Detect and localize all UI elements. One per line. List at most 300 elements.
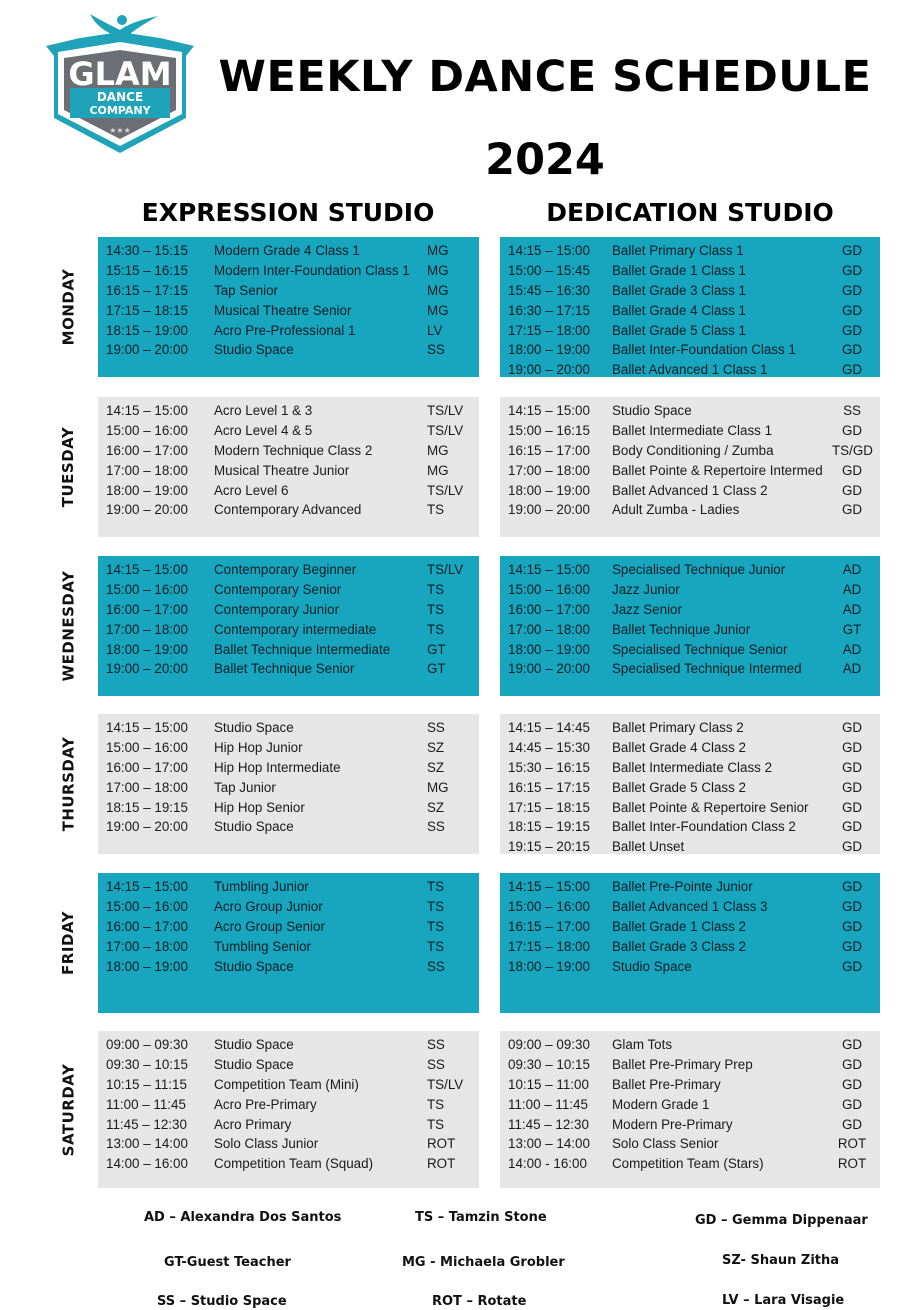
dedication-studio-heading: DEDICATION STUDIO: [546, 198, 834, 227]
class-name: Musical Theatre Senior: [214, 302, 352, 318]
teacher-code: GD: [841, 958, 863, 974]
class-time: 15:00 – 16:00: [508, 899, 590, 915]
class-time: 14:30 – 15:15: [106, 243, 188, 259]
class-row: [508, 718, 872, 738]
class-time: 18:00 – 19:00: [508, 641, 590, 657]
class-time: 14:15 – 15:00: [106, 403, 188, 419]
expression-thursday-block: [98, 714, 479, 854]
class-time: 14:15 – 15:00: [508, 562, 590, 578]
class-name: Competition Team (Squad): [214, 1156, 374, 1172]
legend-entry: MG - Michaela Grobler: [402, 1255, 565, 1270]
class-row: [508, 580, 872, 600]
class-time: 14:15 – 15:00: [508, 879, 590, 895]
class-time: 19:00 – 20:00: [508, 362, 590, 378]
class-time: 14:15 – 14:45: [508, 720, 590, 736]
teacher-code: GD: [841, 1116, 863, 1132]
teacher-code: MG: [427, 779, 449, 795]
teacher-code: GD: [841, 1037, 863, 1053]
logo-stars: ★★★: [109, 126, 131, 135]
class-name: Ballet Advanced 1 Class 3: [612, 899, 768, 915]
class-time: 16:00 – 17:00: [106, 918, 188, 934]
legend-entry: LV – Lara Visagie: [722, 1293, 845, 1308]
dedication-thursday-block: [500, 714, 880, 854]
teacher-code: SS: [427, 1057, 445, 1073]
teacher-code: MG: [427, 282, 449, 298]
class-name: Tumbling Junior: [214, 879, 309, 895]
teacher-code: GD: [841, 1096, 863, 1112]
teacher-code: SS: [427, 720, 445, 736]
class-row: [508, 797, 872, 817]
class-name: Ballet Pre-Pointe Junior: [612, 879, 753, 895]
class-name: Ballet Grade 3 Class 2: [612, 938, 746, 954]
teacher-code: GD: [841, 322, 863, 338]
teacher-code: TS/LV: [427, 482, 464, 498]
teacher-code: GD: [841, 759, 863, 775]
teacher-code: ROT: [837, 1136, 867, 1152]
day-name: FRIDAY: [59, 911, 77, 975]
teacher-code: TS/LV: [427, 423, 464, 439]
class-time: 09:00 – 09:30: [508, 1037, 590, 1053]
class-time: 16:30 – 17:15: [508, 302, 590, 318]
teacher-code: TS: [427, 918, 445, 934]
class-time: 15:00 – 16:00: [106, 582, 188, 598]
teacher-code: GD: [841, 243, 863, 259]
class-row: [508, 1134, 872, 1154]
teacher-code: GD: [841, 423, 863, 439]
teacher-code: GD: [841, 342, 863, 358]
class-name: Modern Technique Class 2: [214, 442, 373, 458]
class-row: [106, 600, 471, 620]
class-name: Contemporary Senior: [214, 582, 342, 598]
class-name: Ballet Pointe & Repertoire Senior: [612, 799, 809, 815]
class-time: 14:15 – 15:00: [106, 562, 188, 578]
class-row: [508, 441, 872, 461]
class-row: [106, 917, 471, 937]
class-name: Tap Junior: [214, 779, 276, 795]
class-time: 17:00 – 18:00: [106, 779, 188, 795]
class-time: 11:45 – 12:30: [106, 1116, 187, 1132]
class-row: [106, 659, 471, 679]
legend-entry: SZ- Shaun Zitha: [722, 1253, 840, 1268]
class-name: Ballet Technique Intermediate: [214, 641, 391, 657]
teacher-code: GD: [841, 839, 863, 855]
expression-tuesday-block: [98, 397, 479, 537]
teacher-code: GD: [841, 502, 863, 518]
teacher-code: MG: [427, 263, 449, 279]
class-row: [508, 956, 872, 976]
class-name: Acro Group Junior: [214, 899, 323, 915]
teacher-code: GD: [841, 899, 863, 915]
teacher-code: GD: [841, 282, 863, 298]
class-time: 11:45 – 12:30: [508, 1116, 589, 1132]
class-time: 17:00 – 18:00: [106, 938, 188, 954]
class-time: 18:15 – 19:15: [508, 819, 590, 835]
class-row: [106, 797, 471, 817]
class-time: 15:00 – 15:45: [508, 263, 590, 279]
expression-monday-block: [98, 237, 479, 377]
class-name: Ballet Grade 4 Class 1: [612, 302, 746, 318]
class-name: Studio Space: [612, 958, 692, 974]
teacher-code: GD: [841, 362, 863, 378]
class-row: [106, 777, 471, 797]
class-row: [508, 560, 872, 580]
class-row: [508, 241, 872, 261]
logo-line2: COMPANY: [89, 104, 151, 117]
class-time: 13:00 – 14:00: [508, 1136, 590, 1152]
teacher-code: TS: [427, 621, 445, 637]
class-name: Ballet Primary Class 2: [612, 720, 744, 736]
class-row: [106, 619, 471, 639]
class-name: Ballet Grade 4 Class 2: [612, 740, 746, 756]
teacher-code: ROT: [427, 1136, 456, 1152]
class-time: 11:00 – 11:45: [508, 1096, 588, 1112]
class-name: Competition Team (Stars): [612, 1156, 764, 1172]
class-time: 09:30 – 10:15: [508, 1057, 590, 1073]
day-name: THURSDAY: [59, 736, 77, 832]
class-time: 15:00 – 16:15: [508, 423, 590, 439]
dedication-monday-block: [500, 237, 880, 377]
class-name: Ballet Advanced 1 Class 1: [612, 362, 768, 378]
class-name: Specialised Technique Junior: [612, 562, 786, 578]
class-time: 17:00 – 18:00: [106, 462, 188, 478]
teacher-code: TS: [427, 879, 445, 895]
legend-entry: ROT – Rotate: [432, 1294, 527, 1309]
class-row: [106, 1055, 471, 1075]
class-time: 17:15 – 18:15: [508, 799, 590, 815]
class-row: [508, 340, 872, 360]
class-time: 14:15 – 15:00: [106, 879, 188, 895]
class-name: Ballet Intermediate Class 1: [612, 423, 773, 439]
teacher-code: SS: [427, 958, 445, 974]
class-name: Ballet Pre-Primary: [612, 1076, 721, 1092]
class-time: 18:00 – 19:00: [106, 482, 188, 498]
teacher-code: TS: [427, 582, 445, 598]
class-time: 14:45 – 15:30: [508, 740, 590, 756]
class-row: [106, 758, 471, 778]
class-time: 17:00 – 18:00: [508, 621, 590, 637]
class-name: Ballet Pointe & Repertoire Intermed: [612, 462, 823, 478]
teacher-code: AD: [842, 582, 862, 598]
class-name: Adult Zumba - Ladies: [612, 502, 740, 518]
class-name: Acro Level 6: [214, 482, 289, 498]
class-time: 16:00 – 17:00: [508, 601, 590, 617]
class-row: [508, 817, 872, 837]
class-time: 09:00 – 09:30: [106, 1037, 188, 1053]
class-row: [106, 1154, 471, 1174]
class-row: [106, 241, 471, 261]
teacher-code: TS: [427, 1096, 445, 1112]
class-name: Competition Team (Mini): [214, 1076, 359, 1092]
class-time: 18:00 – 19:00: [508, 482, 590, 498]
class-row: [508, 401, 872, 421]
teacher-code: GD: [841, 263, 863, 279]
class-row: [508, 300, 872, 320]
teacher-code: GT: [842, 621, 862, 637]
class-name: Acro Level 1 & 3: [214, 403, 313, 419]
class-row: [508, 659, 872, 679]
expression-wednesday-block: [98, 556, 479, 696]
expression-saturday-block: [98, 1031, 479, 1188]
class-row: [508, 917, 872, 937]
class-time: 17:00 – 18:00: [508, 462, 590, 478]
teacher-code: GD: [841, 819, 863, 835]
class-row: [106, 718, 471, 738]
class-name: Modern Inter-Foundation Class 1: [214, 263, 410, 279]
class-row: [106, 261, 471, 281]
schedule-year: 2024: [485, 135, 605, 185]
class-name: Modern Pre-Primary: [612, 1116, 733, 1132]
class-row: [508, 480, 872, 500]
day-label-wednesday: [44, 556, 92, 696]
class-time: 16:00 – 17:00: [106, 601, 188, 617]
class-time: 13:00 – 14:00: [106, 1136, 188, 1152]
class-name: Acro Pre-Primary: [214, 1096, 317, 1112]
class-time: 19:15 – 20:15: [508, 839, 590, 855]
class-row: [106, 956, 471, 976]
class-name: Specialised Technique Intermed: [612, 661, 802, 677]
teacher-code: SS: [427, 1037, 445, 1053]
class-time: 19:00 – 20:00: [508, 661, 590, 677]
dedication-saturday-block: [500, 1031, 880, 1188]
class-name: Specialised Technique Senior: [612, 641, 788, 657]
class-time: 14:15 – 15:00: [106, 720, 188, 736]
class-name: Modern Grade 1: [612, 1096, 710, 1112]
class-row: [508, 360, 872, 380]
class-row: [106, 441, 471, 461]
class-time: 14:00 – 16:00: [106, 1156, 188, 1172]
teacher-code: GD: [841, 1057, 863, 1073]
class-time: 15:30 – 16:15: [508, 759, 590, 775]
class-name: Studio Space: [214, 958, 294, 974]
teacher-code: TS: [427, 938, 445, 954]
class-row: [508, 738, 872, 758]
day-label-monday: [44, 237, 92, 377]
glam-dance-company-logo: [40, 8, 200, 158]
class-name: Jazz Senior: [612, 601, 682, 617]
teacher-code: TS/LV: [427, 562, 464, 578]
class-row: [106, 500, 471, 520]
teacher-code: TS/GD: [832, 442, 873, 458]
day-name: MONDAY: [59, 268, 77, 346]
teacher-code: LV: [427, 322, 443, 338]
class-row: [508, 1075, 872, 1095]
class-name: Contemporary Junior: [214, 601, 340, 617]
class-time: 14:15 – 15:00: [508, 243, 590, 259]
teacher-code: GD: [841, 779, 863, 795]
class-time: 16:00 – 17:00: [106, 759, 188, 775]
day-name: SATURDAY: [59, 1063, 78, 1156]
class-row: [106, 897, 471, 917]
day-name: WEDNESDAY: [59, 570, 77, 682]
class-row: [106, 817, 471, 837]
legend-entry: GD – Gemma Dippenaar: [695, 1213, 868, 1228]
class-time: 14:00 - 16:00: [508, 1156, 587, 1172]
class-name: Tap Senior: [214, 282, 279, 298]
class-time: 19:00 – 20:00: [106, 502, 188, 518]
class-row: [106, 480, 471, 500]
class-time: 19:00 – 20:00: [106, 661, 188, 677]
class-row: [106, 421, 471, 441]
dedication-friday-block: [500, 873, 880, 1013]
class-name: Studio Space: [214, 1037, 294, 1053]
class-row: [106, 639, 471, 659]
teacher-code: GD: [841, 938, 863, 954]
expression-friday-block: [98, 873, 479, 1013]
class-row: [508, 639, 872, 659]
class-name: Acro Primary: [214, 1116, 292, 1132]
teacher-code: SZ: [427, 740, 445, 756]
teacher-code: ROT: [427, 1156, 456, 1172]
class-time: 18:00 – 19:00: [106, 958, 188, 974]
class-row: [508, 600, 872, 620]
class-row: [106, 1094, 471, 1114]
class-time: 17:15 – 18:15: [106, 302, 188, 318]
class-row: [508, 758, 872, 778]
teacher-code: AD: [842, 562, 862, 578]
teacher-code: GD: [841, 482, 863, 498]
teacher-code: TS: [427, 601, 445, 617]
class-row: [508, 421, 872, 441]
class-time: 15:15 – 16:15: [106, 263, 188, 279]
day-label-friday: [44, 873, 92, 1013]
class-row: [508, 460, 872, 480]
class-row: [106, 936, 471, 956]
legend-entry: SS – Studio Space: [157, 1294, 287, 1309]
class-name: Hip Hop Intermediate: [214, 759, 341, 775]
class-name: Ballet Inter-Foundation Class 2: [612, 819, 796, 835]
class-name: Studio Space: [214, 819, 294, 835]
class-name: Ballet Grade 5 Class 1: [612, 322, 746, 338]
class-row: [508, 1114, 872, 1134]
class-name: Ballet Technique Senior: [214, 661, 355, 677]
day-name: TUESDAY: [59, 426, 78, 508]
class-time: 15:00 – 16:00: [508, 582, 590, 598]
teacher-code: GD: [841, 1076, 863, 1092]
class-row: [508, 619, 872, 639]
class-time: 16:00 – 17:00: [106, 442, 188, 458]
teacher-code: GD: [841, 462, 863, 478]
class-name: Acro Pre-Professional 1: [214, 322, 356, 338]
class-name: Contemporary intermediate: [214, 621, 377, 637]
teacher-code: TS: [427, 1116, 445, 1132]
class-row: [106, 560, 471, 580]
class-row: [508, 1035, 872, 1055]
class-time: 19:00 – 20:00: [106, 342, 188, 358]
class-name: Acro Level 4 & 5: [214, 423, 313, 439]
teacher-code: SZ: [427, 799, 445, 815]
legend-entry: AD – Alexandra Dos Santos: [144, 1210, 342, 1225]
class-row: [106, 877, 471, 897]
class-name: Acro Group Senior: [214, 918, 325, 934]
class-time: 16:15 – 17:00: [508, 918, 590, 934]
class-row: [106, 1075, 471, 1095]
class-name: Solo Class Senior: [612, 1136, 719, 1152]
day-label-tuesday: [44, 397, 92, 537]
class-name: Contemporary Advanced: [214, 502, 362, 518]
class-time: 17:00 – 18:00: [106, 621, 188, 637]
class-name: Ballet Inter-Foundation Class 1: [612, 342, 796, 358]
legend-entry: TS – Tamzin Stone: [415, 1210, 547, 1225]
class-time: 15:00 – 16:00: [106, 740, 188, 756]
teacher-code: MG: [427, 302, 449, 318]
class-name: Ballet Grade 3 Class 1: [612, 282, 746, 298]
page-title: WEEKLY DANCE SCHEDULE: [218, 52, 872, 102]
class-time: 19:00 – 20:00: [106, 819, 188, 835]
class-time: 16:15 – 17:00: [508, 442, 590, 458]
class-row: [106, 281, 471, 301]
class-name: Jazz Junior: [612, 582, 680, 598]
class-row: [508, 877, 872, 897]
class-time: 10:15 – 11:15: [106, 1076, 187, 1092]
class-row: [106, 1134, 471, 1154]
teacher-code: GT: [427, 641, 446, 657]
teacher-code: AD: [842, 601, 862, 617]
class-row: [106, 738, 471, 758]
teacher-code: TS/LV: [427, 403, 464, 419]
class-name: Glam Tots: [612, 1037, 673, 1053]
teacher-code: SS: [427, 342, 445, 358]
teacher-code: GD: [841, 740, 863, 756]
class-row: [508, 320, 872, 340]
teacher-code: GD: [841, 302, 863, 318]
class-name: Ballet Pre-Primary Prep: [612, 1057, 753, 1073]
logo-brand: GLAM: [68, 55, 172, 93]
class-row: [508, 261, 872, 281]
class-name: Tumbling Senior: [214, 938, 312, 954]
class-name: Hip Hop Senior: [214, 799, 305, 815]
day-label-thursday: [44, 714, 92, 854]
class-row: [106, 1114, 471, 1134]
class-row: [106, 1035, 471, 1055]
teacher-code: SS: [843, 403, 861, 419]
class-name: Ballet Grade 5 Class 2: [612, 779, 746, 795]
teacher-code: GD: [841, 879, 863, 895]
teacher-code: MG: [427, 462, 449, 478]
class-time: 16:15 – 17:15: [106, 282, 188, 298]
class-name: Musical Theatre Junior: [214, 462, 350, 478]
teacher-code: GD: [841, 918, 863, 934]
class-time: 14:15 – 15:00: [508, 403, 590, 419]
class-time: 18:15 – 19:15: [106, 799, 188, 815]
class-name: Studio Space: [214, 720, 294, 736]
class-name: Modern Grade 4 Class 1: [214, 243, 360, 259]
class-row: [508, 936, 872, 956]
class-row: [106, 401, 471, 421]
expression-studio-heading: EXPRESSION STUDIO: [141, 198, 435, 227]
class-row: [508, 281, 872, 301]
teacher-code: SS: [427, 819, 445, 835]
teacher-code: SZ: [427, 759, 445, 775]
teacher-code: GD: [841, 720, 863, 736]
class-row: [508, 500, 872, 520]
class-row: [508, 837, 872, 857]
teacher-code: AD: [842, 661, 862, 677]
class-name: Ballet Advanced 1 Class 2: [612, 482, 768, 498]
teacher-code: TS: [427, 502, 445, 518]
class-row: [508, 777, 872, 797]
class-row: [508, 1154, 872, 1174]
class-row: [106, 340, 471, 360]
class-row: [508, 1055, 872, 1075]
dedication-tuesday-block: [500, 397, 880, 537]
class-time: 17:15 – 18:00: [508, 322, 590, 338]
teacher-code: MG: [427, 442, 449, 458]
class-time: 18:00 – 19:00: [508, 342, 590, 358]
class-time: 18:00 – 19:00: [106, 641, 188, 657]
class-time: 18:00 – 19:00: [508, 958, 590, 974]
class-name: Contemporary Beginner: [214, 562, 357, 578]
class-name: Studio Space: [214, 1057, 294, 1073]
